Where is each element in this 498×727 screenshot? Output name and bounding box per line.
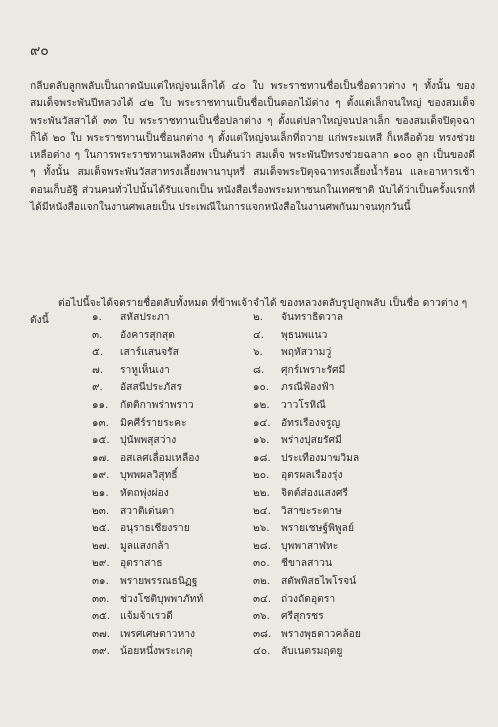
list-item — [253, 608, 398, 626]
list-item — [253, 520, 398, 538]
list-item — [253, 626, 398, 644]
list-item-number: ๑๖. — [253, 434, 270, 447]
list-item — [92, 432, 237, 450]
star-name-list — [92, 309, 382, 661]
list-item-number: ๑๗. — [92, 451, 110, 464]
list-item-number: ๑๙. — [92, 469, 110, 482]
list-item-name: พฤหัสวามวู่ — [281, 346, 332, 359]
list-item — [92, 485, 237, 503]
list-item-number: ๓๗. — [92, 627, 111, 640]
list-item-number: ๓๔. — [253, 592, 272, 605]
list-item — [253, 485, 398, 503]
list-item-number: ๒. — [253, 311, 264, 323]
list-item-name: มิคศีร์รายระคะ — [120, 416, 187, 429]
list-item-number: ๒๘. — [253, 539, 272, 552]
list-item-number: ๓๖. — [253, 610, 270, 623]
list-item — [92, 643, 237, 661]
list-item-name: บุพพาสาฬหะ — [281, 539, 339, 552]
list-item-name: ถ่วงถัดอุตรา — [281, 592, 336, 605]
list-item-number: ๒๔. — [253, 504, 271, 517]
list-item-number: ๓. — [92, 328, 103, 341]
list-item-number: ๓๙. — [92, 645, 110, 658]
list-item-name: น้อยหนึ่งพระเกตุ — [120, 645, 193, 658]
list-item — [92, 467, 237, 485]
list-item-name: อสเลศเลื่อมเหลือง — [120, 451, 200, 464]
list-item-number: ๒๐. — [253, 469, 270, 482]
list-item — [253, 467, 398, 485]
body-paragraph — [30, 78, 475, 216]
list-item — [253, 573, 398, 591]
list-item-name: พร่างปุสยรัศมี — [281, 434, 342, 447]
list-item-name: สตัพพิสธไพโรจน์ — [281, 574, 357, 587]
list-item-number: ๑๘. — [253, 451, 271, 464]
list-item-number: ๒๖. — [253, 522, 270, 535]
list-item-number: ๒๒. — [253, 486, 270, 499]
list-item — [92, 555, 237, 573]
list-item-name: อนุราธเชียงราย — [120, 522, 190, 535]
list-item-number: ๒๙. — [92, 557, 110, 570]
list-item — [253, 397, 398, 415]
list-item — [92, 538, 237, 556]
list-item — [253, 344, 398, 362]
list-item-name: มูลแสงกล้า — [120, 539, 170, 552]
list-item — [92, 415, 237, 433]
paragraph-1: กลีบตลับลูกพลับเป็นถาดนับแต่ใหญ่จนเล็กได้ ๔๐ ใบ พระราชทานชื่อเป็นชื่อดาวต่าง ๆ ทั้งนั้น ของสมเด็จพระพันปีหลวงได้ ๔๒ ใบ พระราชทานเป็นชื่อเป็นดอกไม้ต่าง ๆ ตั้งแต่เล็กจนใหญ่ ของสมเด็จพระพันวัสสาได้ ๓๓ ใบ พระราชทานเป็นชื่อปลาต่าง ๆ ตั้งแต่ปลาใหญ่จนปลาเล็ก ของสมเด็จปิตุจฉาก็ได้ ๒๐ ใบ พระราชทานเป็นชื่อนกต่าง ๆ ตั้งแต่ใหญ่จนเล็กที่ถวาย แก่พระมเหสี ก็เหลือด้วย ทรงช่วยเหลือต่าง ๆ ในการพระราชทานเพลิงศพ เป็นต้นว่า สมเด็จ พระพันปีทรงช่วยฉลาก ๑๐๐ ลูก เป็นของดี ๆ ทั้งนั้น สมเด็จพระพันวัสสาทรงเลี้ยงพานาบุหรี่ สมเด็จพระปิตุจฉาทรงเลี้ยงน้ำร้อน และอาหารเช้า ตอนเก็บอัฐิ ส่วนคนทั่วไปนั้นได้รับแจกเป็น หนังสือเรื่องพระมหาชนกในเทศชาติ นับได้ว่าเป็นครั้งแรกที่ได้มีหนังสือแจกในงานศพเลยเป็น ประเพณีในการแจกหนังสือในงานศพกันมาจนทุกวันนี้ — [30, 80, 475, 214]
list-item-name: อัทรเรืองจรูญ — [281, 416, 341, 429]
list-item — [253, 538, 398, 556]
list-item — [92, 520, 237, 538]
list-item-number: ๗. — [92, 363, 104, 376]
list-item-name: ภรณีฟ้องฟ้า — [281, 381, 335, 394]
list-item-name: พรายเชษฐ์พิพูลย์ — [281, 522, 355, 535]
list-item-number: ๓๒. — [253, 574, 271, 587]
list-item-number: ๔. — [253, 328, 265, 341]
list-item — [92, 397, 237, 415]
list-item-name: วิสาขะระตาษ — [281, 504, 342, 517]
list-item-name: จิตต์ส่องแสงศรี — [281, 486, 348, 499]
list-item — [92, 344, 237, 362]
list-item-name: พุธนพแนว — [281, 328, 328, 341]
list-item-name: อุตรผลเรืองรุ่ง — [281, 469, 343, 482]
list-item-number: ๑๐. — [253, 381, 270, 394]
list-item — [92, 450, 237, 468]
list-item — [92, 327, 237, 345]
list-item-name: ประเทืองมาฆวิมล — [281, 451, 360, 464]
list-item — [92, 309, 237, 327]
list-item — [253, 555, 398, 573]
list-item-name: กัตติกาพร่าพราว — [120, 398, 194, 411]
list-item-name: บุพพผลวิสุทธิ์ — [120, 469, 178, 482]
list-item — [92, 379, 237, 397]
list-item — [253, 415, 398, 433]
list-item-name: ปุนัพพสุสว่าง — [120, 434, 177, 447]
list-item — [92, 608, 237, 626]
list-item-name: อัสสนีประภัสร — [120, 381, 182, 394]
list-item-number: ๑๒. — [253, 398, 270, 411]
list-item — [253, 379, 398, 397]
list-item — [253, 432, 398, 450]
list-item-name: จันทราธิดวาล — [281, 311, 344, 323]
list-item-number: ๓๕. — [92, 610, 111, 623]
list-item-number: ๓๘. — [253, 627, 272, 640]
list-item-number: ๓๐. — [253, 557, 270, 570]
list-item-number: ๖. — [253, 346, 263, 359]
list-item-name: เสาร์แสนจรัส — [120, 346, 179, 359]
list-item-number: ๓๓. — [92, 592, 110, 605]
list-item — [92, 362, 237, 380]
list-item-name: อังคารสุกสุด — [120, 328, 175, 341]
list-item-number: ๑. — [92, 311, 102, 323]
list-item-name: พรายพรรณธนิฏฐ — [120, 574, 198, 587]
list-item-number: ๒๕. — [92, 522, 110, 535]
list-item-name: ชีขาลสาวน — [281, 557, 333, 570]
list-item-number: ๒๓. — [92, 504, 110, 517]
paragraph-2: ต่อไปนี้จะได้จดรายชื่อตลับทั้งหมด ที่ข้าพเจ้าจำได้ ของหลวงตลับรูปลูกพลับ เป็นชื่อ ดาวต่าง ๆ ดังนี้ — [30, 297, 468, 327]
list-item-name: วาวโรหิณี — [281, 398, 326, 411]
list-item-number: ๒๑. — [92, 486, 109, 499]
list-item-number: ๓๑. — [92, 574, 109, 587]
list-item — [92, 503, 237, 521]
list-item-name: ลับเนตรมฤตยู — [281, 645, 343, 658]
list-item-name: พรางพุธดาวคล้อย — [281, 627, 361, 640]
list-item — [253, 643, 398, 661]
list-item — [92, 626, 237, 644]
list-item-number: ๑๔. — [253, 416, 271, 429]
list-item-number: ๘. — [253, 363, 265, 376]
list-item-name: หัตถพุ่งผ่อง — [120, 486, 169, 499]
page-number: ๙๐ — [30, 43, 49, 59]
list-item — [253, 362, 398, 380]
list-item — [253, 503, 398, 521]
list-item-name: สวาติเด่นดา — [120, 504, 175, 517]
list-item — [253, 327, 398, 345]
list-item-name: เพรศเศษดาวหาง — [120, 627, 196, 640]
list-item-name: ช่วงโชติบุพพาภัทท์ — [120, 592, 204, 605]
list-item-number: ๔๐. — [253, 645, 271, 658]
list-item-number: ๑๕. — [92, 434, 110, 447]
list-item-number: ๑๓. — [92, 416, 109, 429]
list-item-name: ศุกร์เพราะรัศมี — [281, 363, 346, 376]
list-item-name: สหัสประภา — [120, 311, 170, 323]
list-item-number: ๒๗. — [92, 539, 110, 552]
list-item — [253, 450, 398, 468]
list-item-name: แจ้มจ้าเรวดี — [120, 610, 173, 623]
list-item — [92, 573, 237, 591]
list-item — [92, 591, 237, 609]
list-item-name: ศรีสุกรชร — [281, 610, 324, 623]
list-item-name: อุตราสาธ — [120, 557, 163, 570]
list-item-number: ๕. — [92, 346, 104, 359]
list-item-name: ราหูเห็นเงา — [120, 363, 170, 376]
list-item-number: ๑๑. — [92, 398, 109, 411]
list-item-number: ๙. — [92, 381, 103, 394]
list-item — [253, 309, 398, 327]
list-item — [253, 591, 398, 609]
